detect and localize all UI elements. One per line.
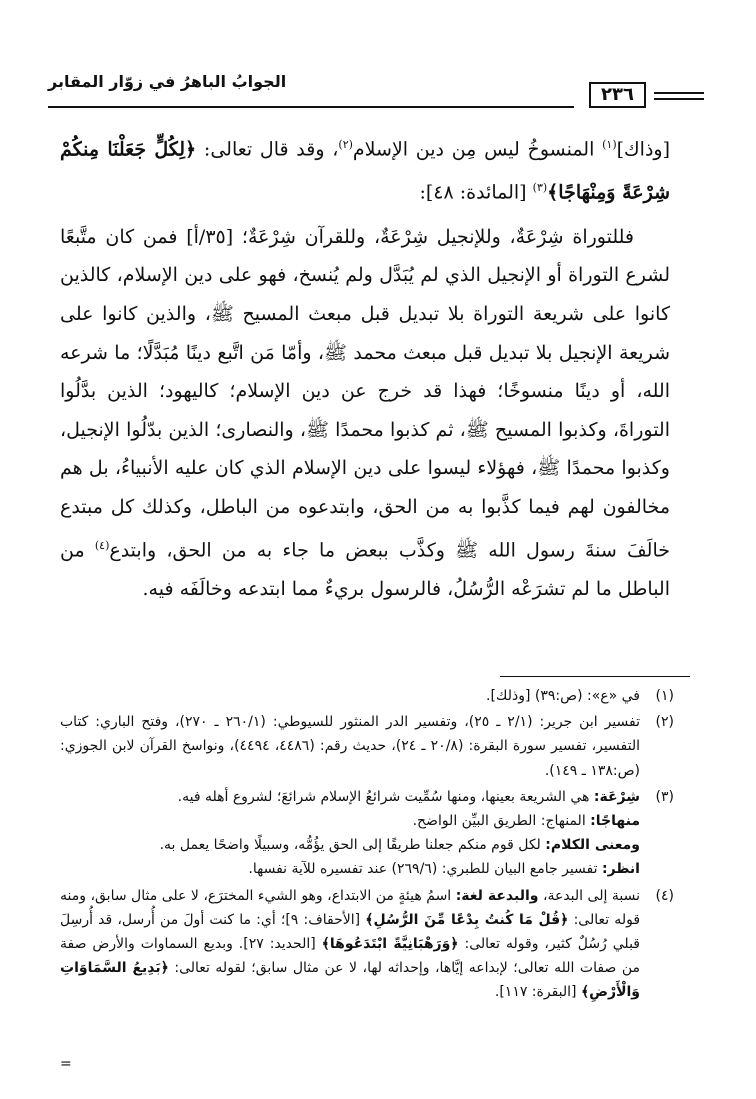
text-span: ، وقد قال تعالى:	[196, 138, 339, 161]
footnote-text: تفسير ابن جرير: (٢/١ ـ ٢٥)، وتفسير الدر المنثور للسيوطي: (٢٦٠/١ ـ ٢٧٠)، وفتح الباري: كتاب التفسير، تفسير سورة البقرة: (٢٠/٨ ـ ٢٤)، حديث رقم: (٤٤٨٦، ٤٤٩٤)، ونواسخ القرآن لابن الجوزي: (ص:١٣٨ ـ ١٤٩).	[60, 714, 640, 779]
definition-line	[60, 785, 640, 809]
quran-verse: ﴿لِكُلٍّ جَعَلْنَا مِنكُمْ شِرْعَةً وَمِنْهَاجًا﴾	[60, 138, 670, 204]
footnote-text	[60, 785, 640, 882]
footnote-ref-2[interactable]: (٢)	[338, 138, 353, 151]
footnote-3	[60, 785, 674, 882]
term-label: انظر:	[601, 861, 640, 878]
quran-verse: ﴿وَرَهْبَانِيَّةً ابْتَدَعُوهَا﴾	[321, 936, 459, 953]
header-ornament-lines	[654, 92, 704, 104]
term-label: منهاجًا:	[590, 813, 640, 830]
footnotes	[60, 684, 674, 1007]
footnote-number: (٢)	[655, 714, 674, 731]
text-span: [الحديد: ٢٧]. وبديع السماوات والأرض صفة من صفات الله تعالى؛ لإبداعه إيَّاها، وإحداثه لها، لا عن مثال سابق؛ لقوله تعالى:	[60, 936, 640, 977]
page-number: ٢٣٦	[589, 82, 646, 108]
footnote-text	[60, 884, 640, 1005]
term-definition: تفسير جامع البيان للطبري: (٢٦٩/٦) عند تفسيره للآية نفسها.	[248, 861, 602, 878]
paragraph-2	[60, 218, 670, 608]
footnote-number: (١)	[655, 688, 674, 704]
footnote-1	[60, 684, 674, 708]
text-span: [الأحقاف: ٩]؛ أي: ما كنت أولَ من أُرسل، قد أُرسِلَ قبلي رُسُلٌ كثير، وقوله تعالى:	[60, 911, 640, 953]
footnote-4	[60, 884, 674, 1005]
term-definition: لكل قوم منكم جعلنا طريقًا إلى الحق يؤُمُّه، وسبيلًا واضحًا يعمل به.	[159, 837, 546, 854]
definition-line	[60, 809, 640, 833]
footnote-number: (٣)	[655, 788, 674, 805]
footnote-2	[60, 710, 674, 783]
text-span: [وذاك]	[616, 138, 671, 161]
footnote-separator	[500, 676, 690, 677]
text-span: نسبة إلى البدعة،	[538, 887, 640, 904]
header-rule	[48, 106, 574, 108]
paragraph-1	[60, 126, 670, 212]
footnote-ref-4[interactable]: (٤)	[94, 538, 110, 552]
footnote-text: في «ع»: (ص:٣٩) [وذلك].	[486, 688, 640, 704]
main-text	[60, 126, 670, 608]
definition-line	[60, 857, 640, 881]
term-definition: هي الشريعة بعينها، ومنها سُمِّيت شرائعُ الإسلام شرائعَ؛ لشروع أهله فيه.	[177, 788, 594, 805]
term-definition: المنهاج: الطريق البيِّن الواضح.	[412, 813, 591, 830]
page-header	[48, 72, 704, 108]
term-label: والبدعة لغة:	[455, 887, 539, 904]
text-span: [البقرة: ١١٧].	[494, 984, 581, 1001]
text-span: من الباطل ما لم تشرَعْه الرُّسُلُ، فالرسول بريءٌ مما ابتدعه وخالَفَه فيه.	[60, 538, 670, 600]
quran-verse: ﴿بَدِيعُ السَّمَاوَاتِ وَالْأَرْضِ﴾	[60, 960, 640, 1001]
definition-line	[60, 833, 640, 857]
term-label: ومعنى الكلام:	[545, 837, 640, 854]
footnote-ref-1[interactable]: (١)	[602, 138, 617, 151]
text-span: المنسوخُ ليس مِن دين الإسلام	[352, 138, 603, 161]
footnote-ref-3[interactable]: (٣)	[532, 180, 548, 194]
quran-verse: ﴿قُلْ مَا كُنتُ بِدْعًا مِّنَ الرُّسُلِ﴾	[365, 911, 569, 928]
footnote-number: (٤)	[655, 887, 674, 904]
term-label: شِرْعَة:	[593, 788, 640, 805]
text-span: فللتوراة شِرْعَةٌ، وللإنجيل شِرْعَةٌ، وللقرآن شِرْعَةٌ؛ [٣٥/أ] فمن كان متَّبعًا لشرع التوراة أو الإنجيل الذي لم يُبَدَّل ولم يُنسخ، فهو على دين الإسلام، كالذين كانوا على شريعة التوراة بلا تبديل قبل مبعث المسيح ﷺ، والذين كانوا على شريعة الإنجيل بلا تبديل قبل مبعث محمد ﷺ، وأمّا مَن اتَّبع دينًا مُبَدَّلًا؛ ما شرعه الله، أو دينًا منسوخًا؛ فهذا قد خرج عن دين الإسلام؛ كاليهود؛ الذين بدَّلُوا التوراةَ، وكذبوا المسيح ﷺ، ثم كذبوا محمدًا ﷺ، والنصارى؛ الذين بدّلُوا الإنجيل، وكذبوا محمدًا ﷺ، فهؤلاء ليسوا على دين الإسلام الذي كان عليه الأنبياءُ، بل هم مخالفون لهم فيما كذَّبوا به من الحق، وابتدعوه من الباطل، وكذلك كل مبتدع خالَفَ سنةَ رسول الله ﷺ وكذَّب ببعض ما جاء به من الحق، وابتدع	[60, 225, 670, 561]
verse-reference: [المائدة: ٤٨]:	[419, 181, 533, 204]
text-span: اسمُ هيئةٍ من الابتداع، وهو الشيء المخترَع، لا على مثال سابق، ومنه قوله تعالى:	[60, 887, 641, 928]
margin-mark: =	[60, 1056, 72, 1072]
running-title: الجوابُ الباهرُ في زوّار المقابر	[48, 72, 287, 91]
